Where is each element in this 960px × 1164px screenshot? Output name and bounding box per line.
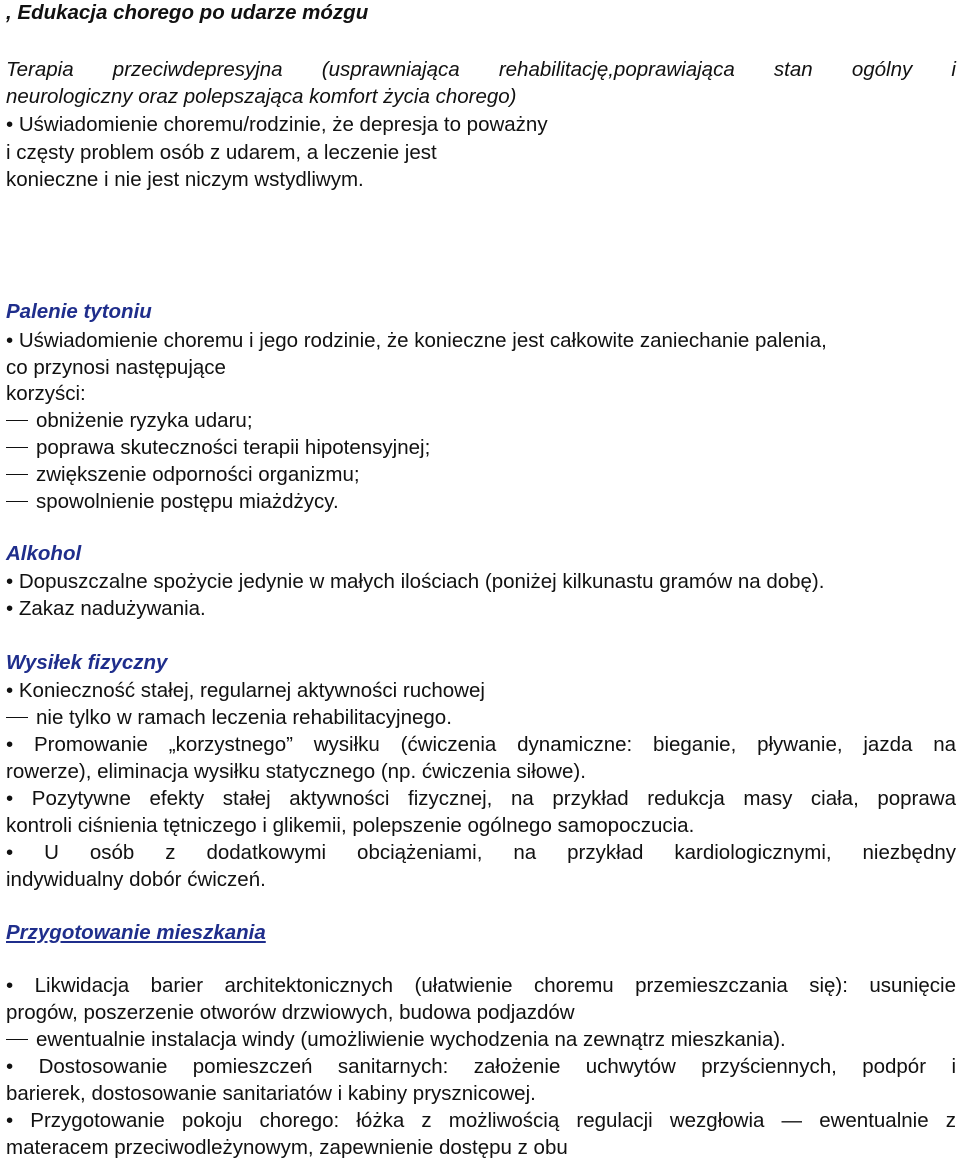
mieszkanie-bullet-3-line-2: materacem przeciwodleżynowym, zapewnienie dostępu z obu bbox=[6, 1136, 568, 1159]
palenie-bullet-line-3: korzyści: bbox=[6, 382, 86, 405]
edukacja-intro-line-1: Terapia przeciwdepresyjna (usprawniająca rehabilitację,poprawiająca stan ogólny i bbox=[6, 58, 956, 81]
wysilek-bullet-3-line-2: kontroli ciśnienia tętniczego i glikemii, polepszenie ogólnego samopoczucia. bbox=[6, 814, 695, 837]
section-title-edukacja: , Edukacja chorego po udarze mózgu bbox=[6, 1, 369, 24]
dash-marker bbox=[6, 1039, 28, 1040]
dash-marker bbox=[6, 717, 28, 718]
palenie-benefit-item bbox=[6, 462, 360, 488]
wysilek-bullet-2-line-2: rowerze), eliminacja wysiłku statycznego (np. ćwiczenia siłowe). bbox=[6, 760, 586, 783]
mieszkanie-bullet-1-line-1: • Likwidacja barier architektonicznych (ułatwienie choremu przemieszczania się): usunięcie bbox=[6, 974, 956, 997]
benefit-text: poprawa skuteczności terapii hipotensyjnej; bbox=[36, 436, 431, 459]
dash-marker bbox=[6, 474, 28, 475]
wysilek-bullet-2-line-1: • Promowanie „korzystnego” wysiłku (ćwiczenia dynamiczne: bieganie, pływanie, jazda na bbox=[6, 733, 956, 756]
palenie-bullet-line-2: co przynosi następujące bbox=[6, 356, 226, 379]
mieszkanie-bullet-1-line-2: progów, poszerzenie otworów drzwiowych, budowa podjazdów bbox=[6, 1001, 575, 1024]
wysilek-bullet-3-line-1: • Pozytywne efekty stałej aktywności fizycznej, na przykład redukcja masy ciała, poprawa bbox=[6, 787, 956, 810]
palenie-benefit-item bbox=[6, 408, 253, 434]
wysilek-sub-text: nie tylko w ramach leczenia rehabilitacyjnego. bbox=[36, 706, 452, 729]
wysilek-bullet-1-line-1: • Konieczność stałej, regularnej aktywności ruchowej bbox=[6, 679, 485, 702]
mieszkanie-sub-text: ewentualnie instalacja windy (umożliwienie wychodzenia na zewnątrz mieszkania). bbox=[36, 1028, 786, 1051]
palenie-benefit-item bbox=[6, 435, 430, 461]
dash-marker bbox=[6, 420, 28, 421]
section-title-wysilek: Wysiłek fizyczny bbox=[6, 651, 168, 674]
palenie-bullet-line-1: • Uświadomienie choremu i jego rodzinie, że konieczne jest całkowite zaniechanie palenia, bbox=[6, 329, 827, 352]
alkohol-bullet-1: • Dopuszczalne spożycie jedynie w małych ilościach (poniżej kilkunastu gramów na dobę). bbox=[6, 570, 825, 593]
mieszkanie-bullet-3-line-1: • Przygotowanie pokoju chorego: łóżka z możliwością regulacji wezgłowia — ewentualnie z bbox=[6, 1109, 956, 1132]
benefit-text: obniżenie ryzyka udaru; bbox=[36, 409, 253, 432]
section-title-palenie: Palenie tytoniu bbox=[6, 300, 152, 323]
dash-marker bbox=[6, 447, 28, 448]
benefit-text: spowolnienie postępu miażdżycy. bbox=[36, 490, 339, 513]
mieszkanie-bullet-2-line-2: barierek, dostosowanie sanitariatów i kabiny prysznicowej. bbox=[6, 1082, 536, 1105]
benefit-text: zwiększenie odporności organizmu; bbox=[36, 463, 360, 486]
mieszkanie-bullet-2-line-1: • Dostosowanie pomieszczeń sanitarnych: założenie uchwytów przyściennych, podpór i bbox=[6, 1055, 956, 1078]
edukacja-intro-line-2: neurologiczny oraz polepszająca komfort życia chorego) bbox=[6, 85, 517, 108]
section-title-mieszkanie: Przygotowanie mieszkania bbox=[6, 921, 266, 944]
edukacja-bullet-line-1: • Uświadomienie choremu/rodzinie, że depresja to poważny bbox=[6, 113, 548, 136]
mieszkanie-bullet-1-line-3 bbox=[6, 1027, 786, 1053]
wysilek-bullet-4-line-2: indywidualny dobór ćwiczeń. bbox=[6, 868, 266, 891]
edukacja-bullet-line-3: konieczne i nie jest niczym wstydliwym. bbox=[6, 168, 364, 191]
dash-marker bbox=[6, 501, 28, 502]
edukacja-bullet-line-2: i częsty problem osób z udarem, a leczenie jest bbox=[6, 141, 437, 164]
palenie-benefit-item bbox=[6, 489, 339, 515]
alkohol-bullet-2: • Zakaz nadużywania. bbox=[6, 597, 206, 620]
section-title-alkohol: Alkohol bbox=[6, 542, 82, 565]
wysilek-bullet-4-line-1: • U osób z dodatkowymi obciążeniami, na przykład kardiologicznymi, niezbędny bbox=[6, 841, 956, 864]
wysilek-bullet-1-line-2 bbox=[6, 705, 452, 731]
